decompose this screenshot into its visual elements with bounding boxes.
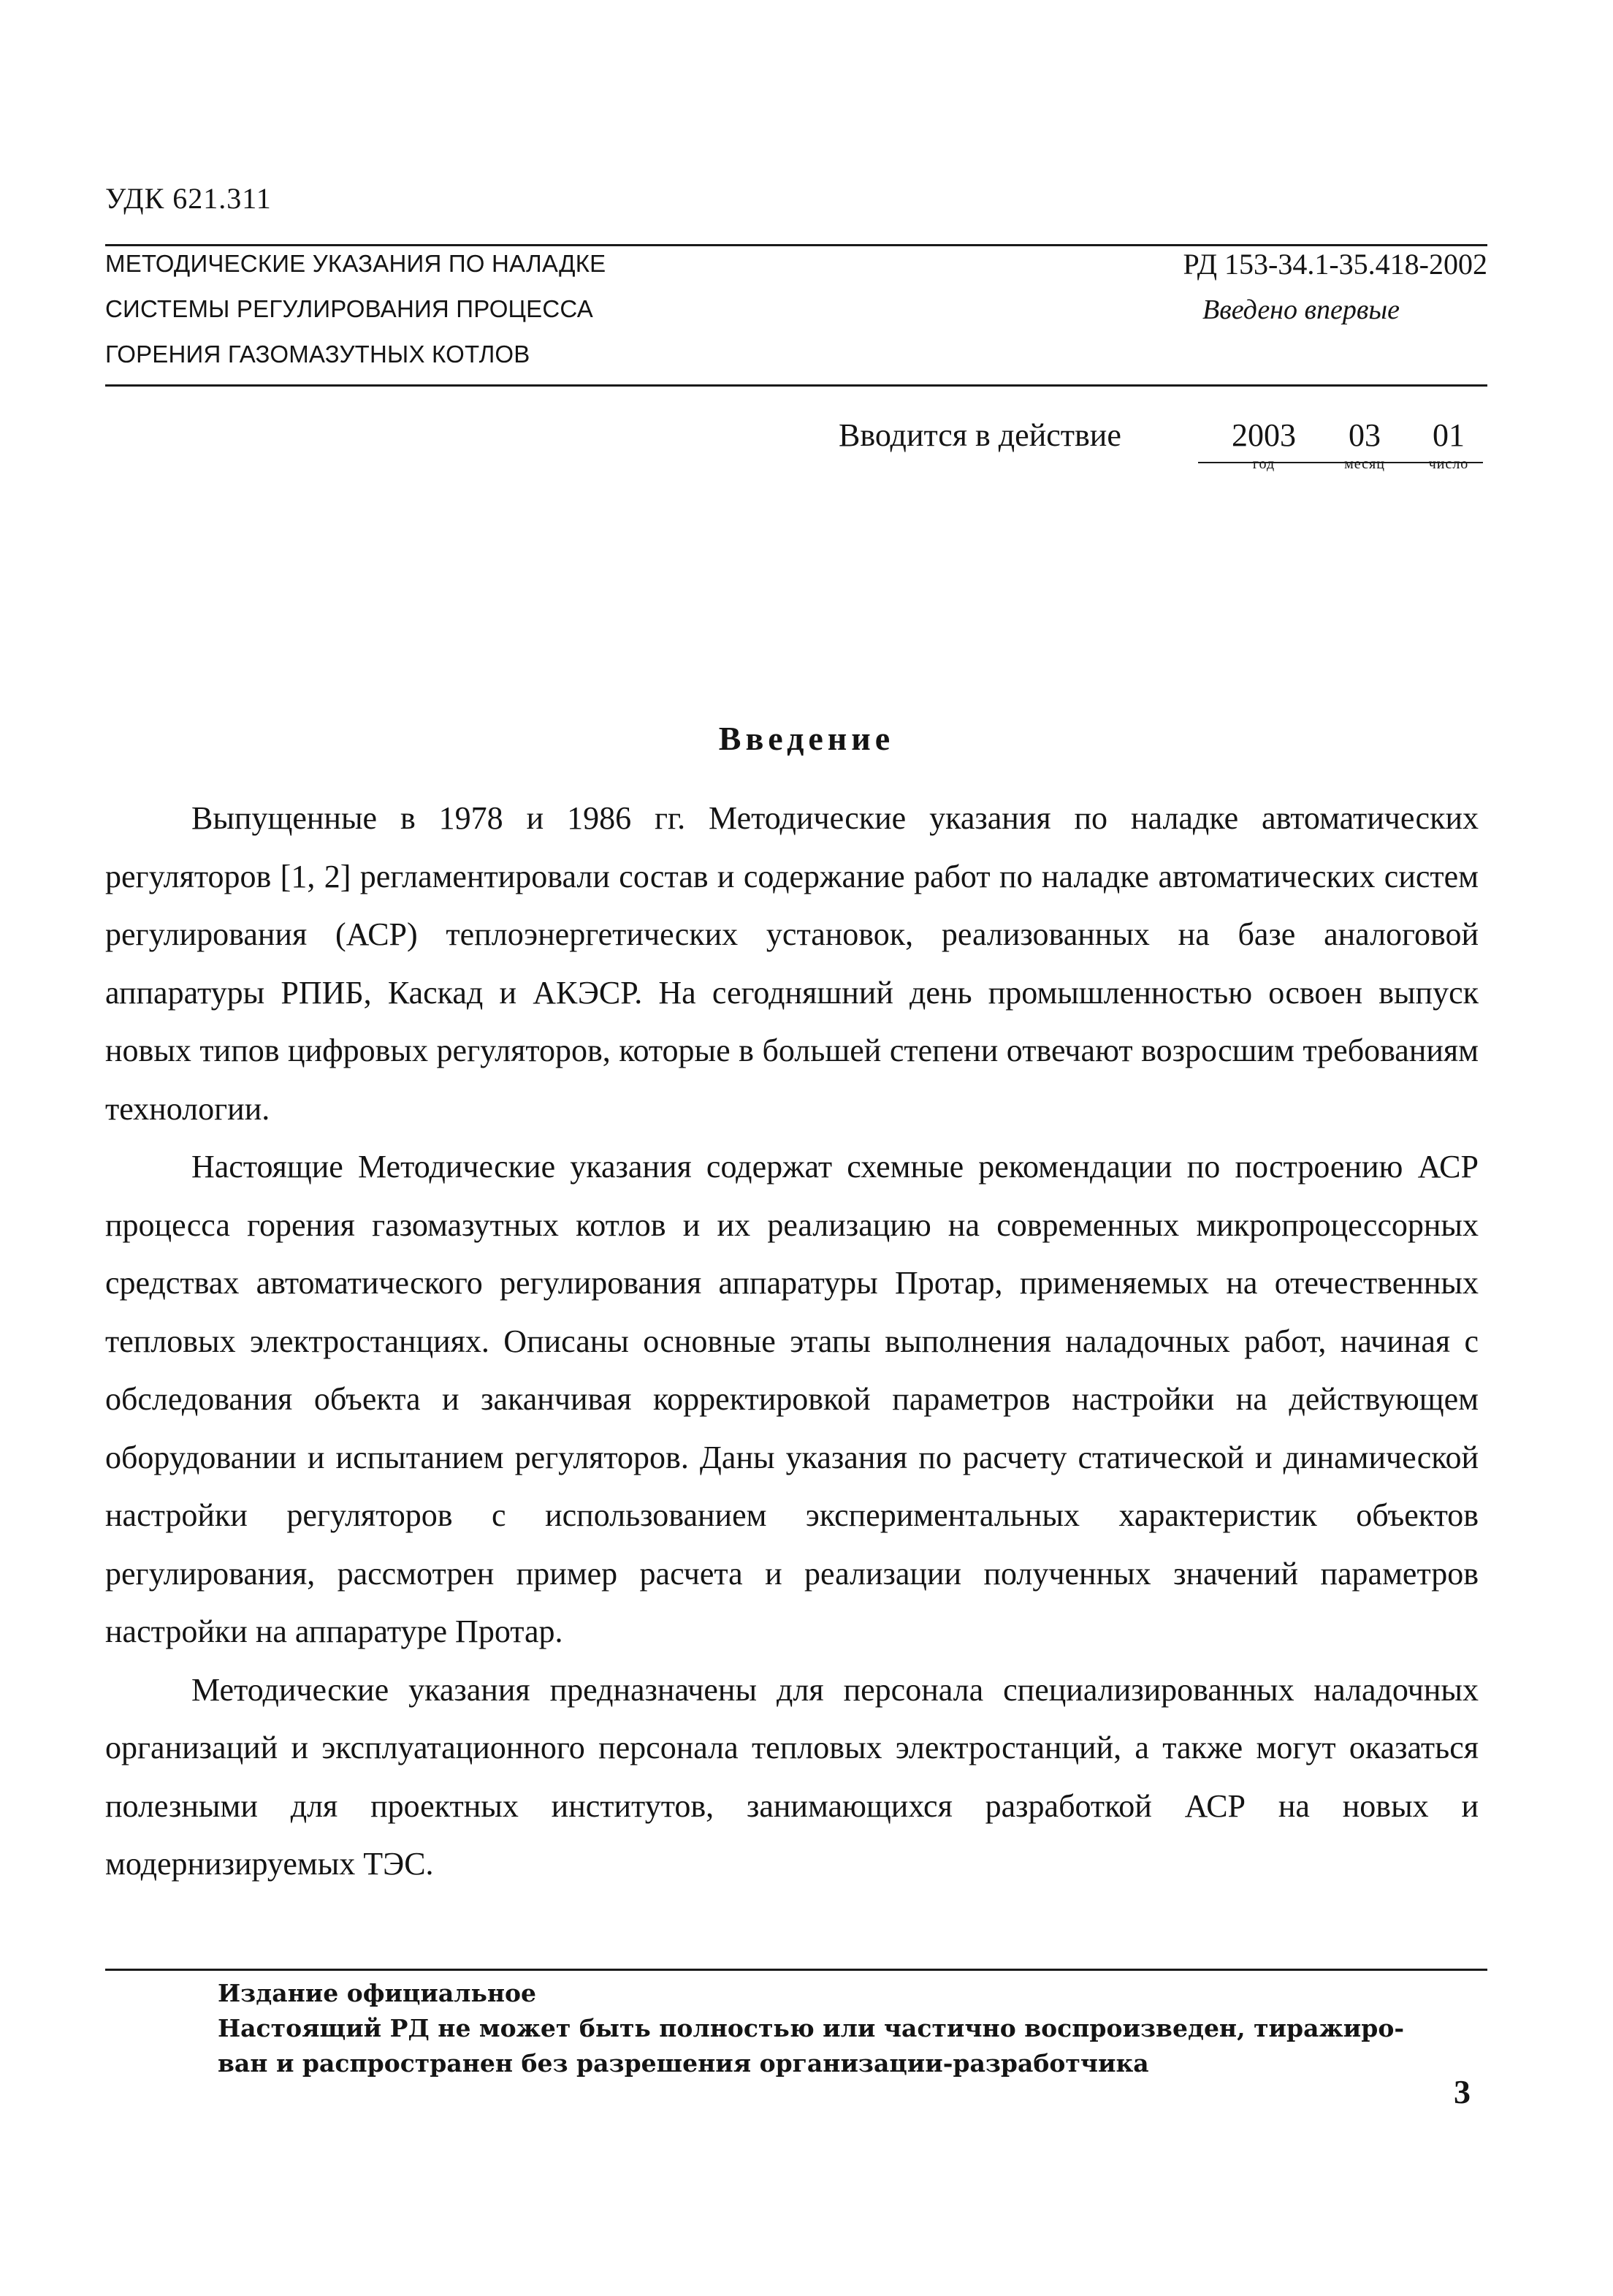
page-number: 3	[1454, 2073, 1471, 2110]
effective-day: 01	[1433, 417, 1465, 453]
header-bottom-rule	[105, 384, 1487, 387]
document-title-line-2: СИСТЕМЫ РЕГУЛИРОВАНИЯ ПРОЦЕССА	[105, 295, 593, 322]
udk-code: УДК 621.311	[105, 182, 272, 215]
copyright-notice-line-2: ван и распространен без разрешения организации-разработчика	[218, 2049, 1149, 2078]
header-top-rule	[105, 244, 1487, 246]
effective-year: 2003	[1232, 417, 1296, 453]
year-caption: год	[1252, 456, 1275, 472]
effective-date-label: Вводится в действие	[839, 417, 1121, 453]
body-text	[105, 789, 1479, 1893]
document-note: Введено впервые	[1202, 294, 1400, 325]
official-edition-title: Издание официальное	[218, 1979, 537, 2007]
effective-month: 03	[1349, 417, 1381, 453]
footer-rule	[105, 1969, 1487, 1971]
section-heading: Введение	[718, 720, 895, 757]
document-title-line-3: ГОРЕНИЯ ГАЗОМАЗУТНЫХ КОТЛОВ	[105, 341, 530, 368]
paragraph-2: Настоящие Методические указания содержат схемные рекомендации по построению АСР процесса горения газомазутных котлов и их реализацию на современных микропроцессорных средствах автоматического регулирования аппаратуры Протар, применяемых на отечественных тепловых электростанциях. Описаны основные этапы выполнения наладочных работ, начиная с обследования объекта и заканчивая корректировкой параметров настройки на действующем оборудовании и испытанием регуляторов. Даны указания по расчету статической и динамической настройки регуляторов с использованием экспериментальных характеристик объектов регулирования, рассмотрен пример расчета и реализации полученных значений параметров настройки на аппаратуре Протар.	[105, 1149, 1479, 1649]
paragraph-3: Методические указания предназначены для персонала специализированных наладочных организаций и эксплуатационного персонала тепловых электростанций, а также могут оказаться полезными для проектных институтов, занимающихся разработкой АСР на новых и модернизируемых ТЭС.	[105, 1671, 1479, 1882]
copyright-notice-line-1: Настоящий РД не может быть полностью или частично воспроизведен, тиражиро-	[218, 2014, 1405, 2042]
month-caption: месяц	[1344, 456, 1385, 472]
paragraph-1: Выпущенные в 1978 и 1986 гг. Методические указания по наладке автоматических регуляторов [1, 2] регламентировали состав и содержание работ по наладке автоматических систем регулирования (АСР) теплоэнергетических установок, реализованных на базе аналоговой аппаратуры РПИБ, Каскад и АКЭСР. На сегодняшний день промышленностью освоен выпуск новых типов цифровых регуляторов, которые в большей степени отвечают возросшим требованиям технологии.	[105, 800, 1479, 1127]
document-title-line-1: МЕТОДИЧЕСКИЕ УКАЗАНИЯ ПО НАЛАДКЕ	[105, 250, 606, 277]
day-caption: число	[1428, 456, 1469, 472]
document-code: РД 153-34.1-35.418-2002	[1183, 248, 1487, 281]
